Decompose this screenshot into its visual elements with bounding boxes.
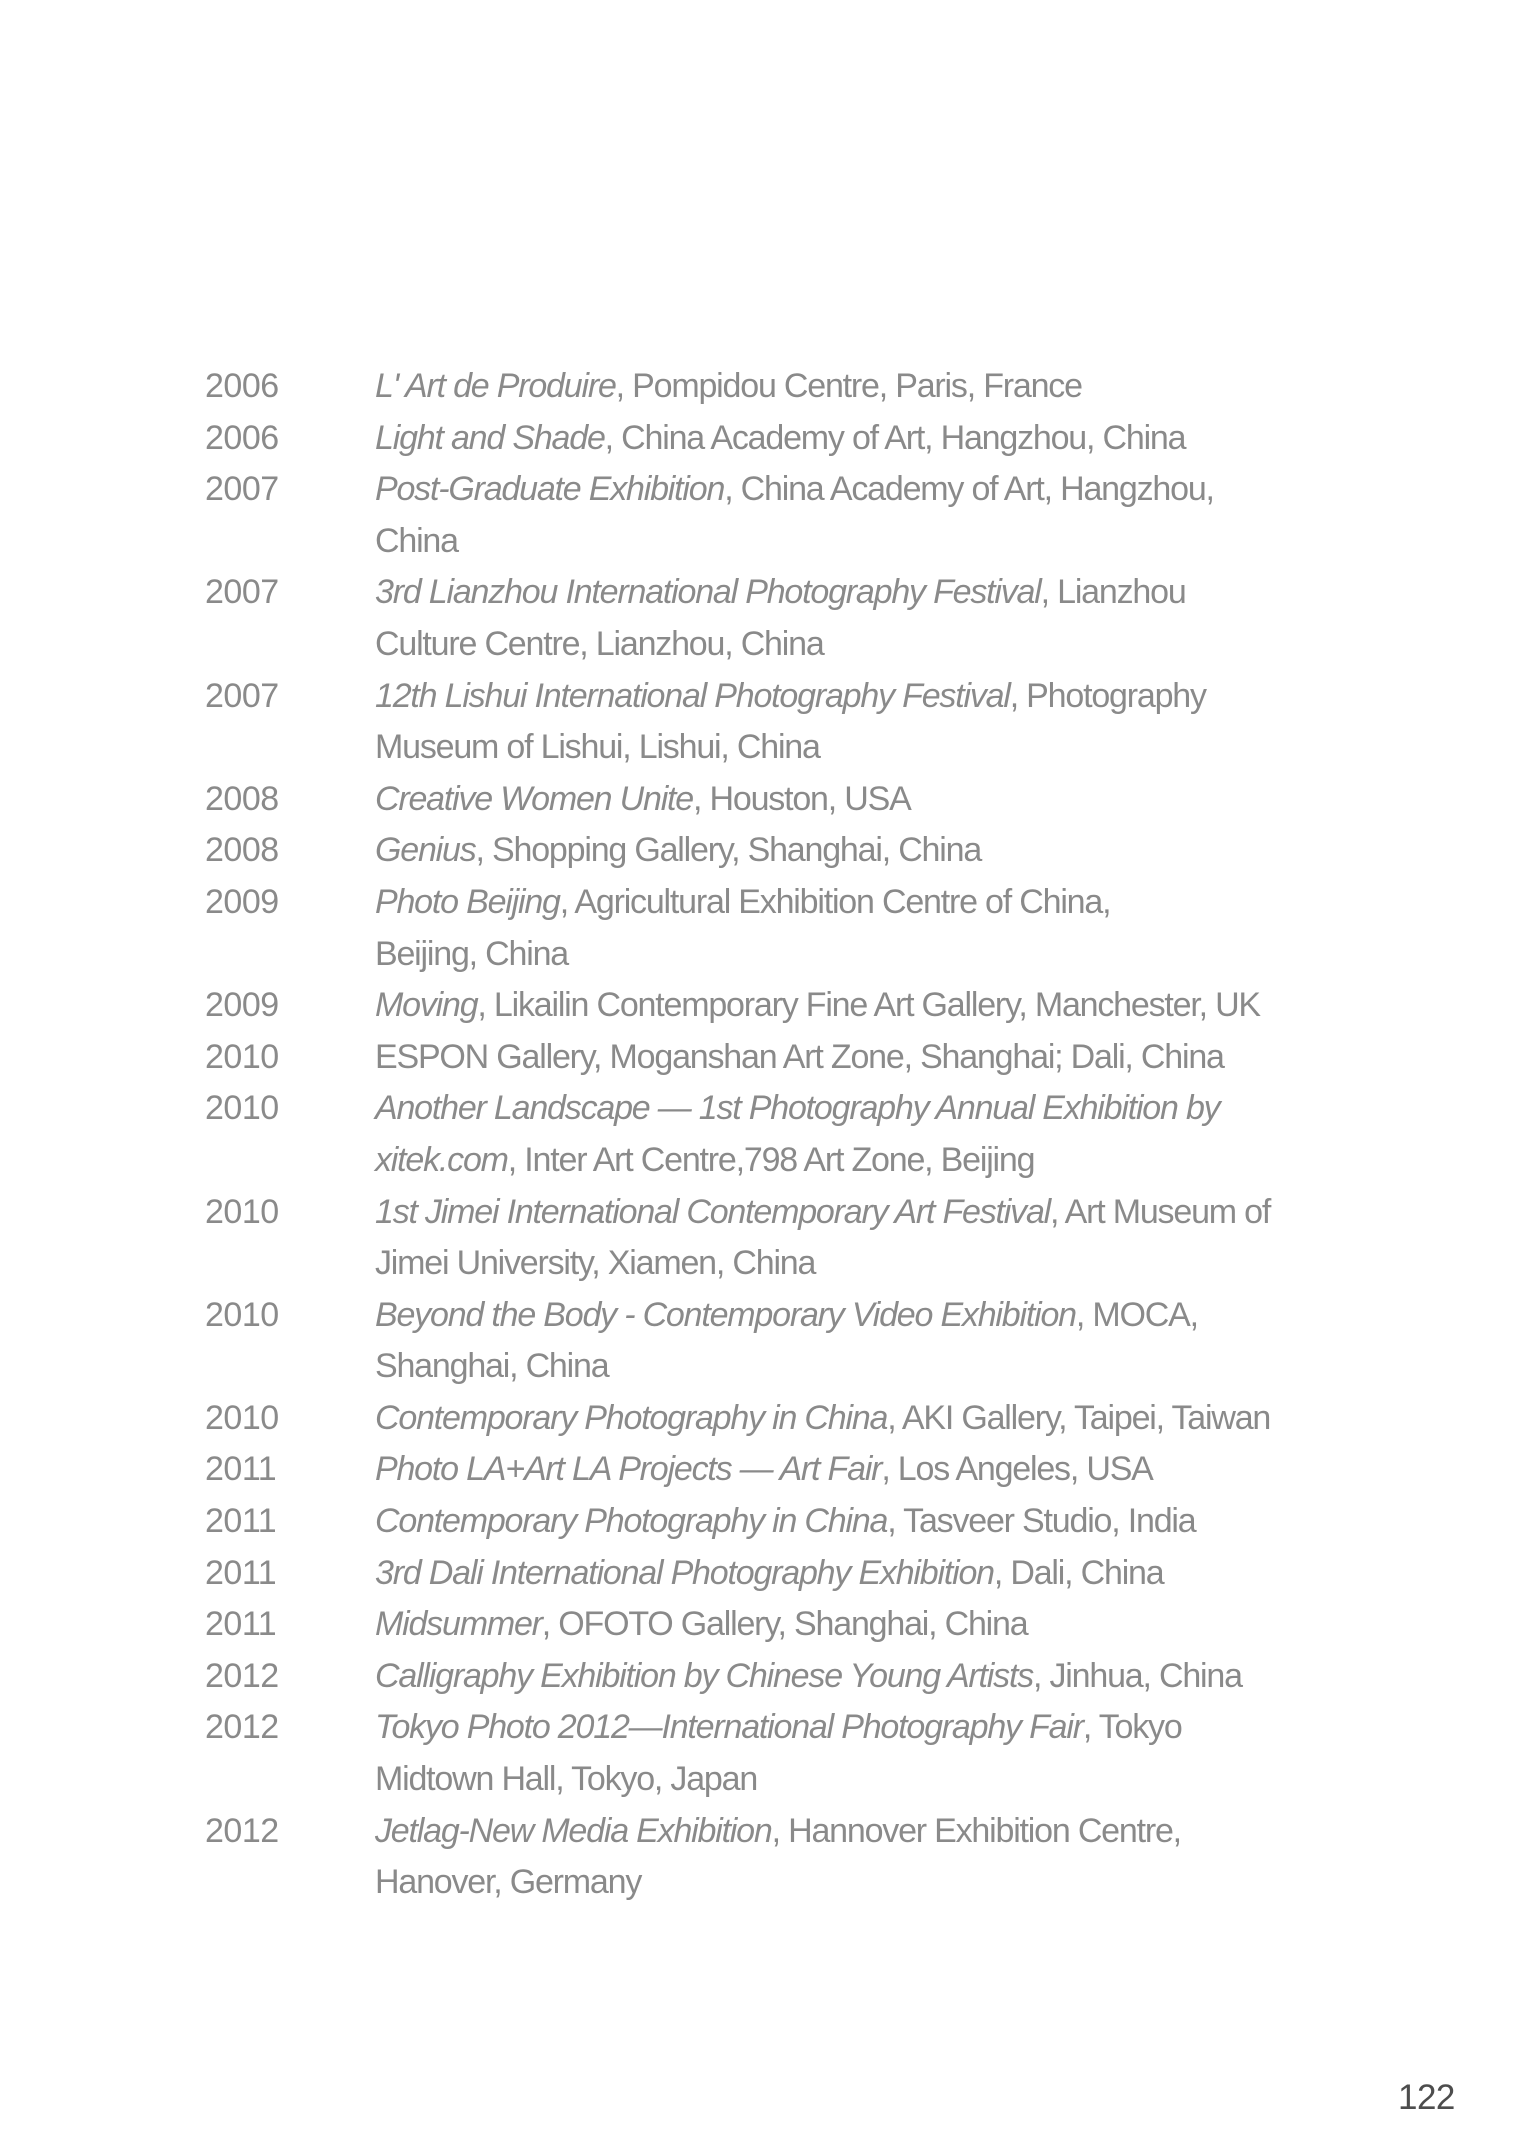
exhibition-list — [205, 361, 1385, 1909]
exhibition-entry — [205, 1083, 1385, 1186]
exhibition-entry — [205, 567, 1385, 670]
exhibition-entry — [205, 671, 1385, 774]
entry-year: 2010 — [205, 1037, 279, 1076]
entry-year: 2008 — [205, 779, 279, 818]
exhibition-entry — [205, 774, 1385, 826]
entry-lines — [375, 464, 1385, 567]
entry-line — [375, 361, 1385, 413]
entry-year: 2009 — [205, 882, 279, 921]
exhibition-entry — [205, 1548, 1385, 1600]
entry-year: 2012 — [205, 1811, 279, 1850]
exhibition-venue: Shanghai, China — [375, 1347, 609, 1386]
entry-line — [375, 929, 1385, 981]
exhibition-title: Another Landscape — 1st Photography Annual Exhibition by — [375, 1089, 1220, 1128]
exhibition-venue: , China Academy of Art, Hangzhou, — [724, 470, 1214, 509]
exhibition-title: Genius — [375, 831, 476, 870]
exhibition-title: Contemporary Photography in China — [375, 1398, 888, 1437]
exhibition-venue: , Tasveer Studio, India — [887, 1502, 1196, 1541]
entry-year: 2011 — [205, 1605, 277, 1644]
exhibition-title: 12th Lishui International Photography Festival — [375, 676, 1010, 715]
exhibition-title: Calligraphy Exhibition by Chinese Young Artists — [375, 1656, 1033, 1695]
entry-lines — [375, 1496, 1385, 1548]
entry-line — [375, 1187, 1385, 1239]
exhibition-venue: Midtown Hall, Tokyo, Japan — [375, 1760, 758, 1799]
entry-year: 2010 — [205, 1192, 279, 1231]
entry-year: 2010 — [205, 1398, 279, 1437]
exhibition-title: Midsummer — [375, 1605, 542, 1644]
exhibition-venue: , Photography — [1009, 676, 1206, 715]
entry-line — [375, 1754, 1385, 1806]
entry-line — [375, 464, 1385, 516]
entry-line — [375, 877, 1385, 929]
exhibition-venue: , Lianzhou — [1040, 573, 1186, 612]
exhibition-entry — [205, 464, 1385, 567]
exhibition-title: Photo Beijing — [375, 882, 560, 921]
entry-line — [375, 825, 1385, 877]
entry-line — [375, 413, 1385, 465]
entry-lines — [375, 774, 1385, 826]
exhibition-venue: Culture Centre, Lianzhou, China — [375, 624, 824, 663]
exhibition-entry — [205, 825, 1385, 877]
exhibition-venue: , Dali, China — [993, 1553, 1164, 1592]
exhibition-entry — [205, 413, 1385, 465]
entry-line — [375, 1651, 1385, 1703]
exhibition-entry — [205, 1599, 1385, 1651]
entry-line — [375, 1496, 1385, 1548]
entry-lines — [375, 1444, 1385, 1496]
exhibition-entry — [205, 1393, 1385, 1445]
exhibition-venue: Hanover, Germany — [375, 1863, 642, 1902]
entry-lines — [375, 671, 1385, 774]
entry-line — [375, 1857, 1385, 1909]
exhibition-venue: , OFOTO Gallery, Shanghai, China — [541, 1605, 1028, 1644]
exhibition-venue: , Jinhua, China — [1033, 1656, 1242, 1695]
entry-line — [375, 980, 1385, 1032]
exhibition-entry — [205, 361, 1385, 413]
entry-year: 2006 — [205, 367, 279, 405]
exhibition-venue: Jimei University, Xiamen, China — [375, 1244, 816, 1283]
exhibition-title: Photo LA+Art LA Projects — Art Fair — [375, 1450, 882, 1489]
entry-line — [375, 1444, 1385, 1496]
exhibition-entry — [205, 1702, 1385, 1805]
entry-line — [375, 1032, 1385, 1084]
exhibition-venue: , Hannover Exhibition Centre, — [771, 1811, 1181, 1850]
entry-year: 2007 — [205, 573, 279, 612]
entry-lines — [375, 825, 1385, 877]
entry-line — [375, 567, 1385, 619]
exhibition-venue: , MOCA, — [1075, 1295, 1198, 1334]
entry-year: 2012 — [205, 1656, 279, 1695]
entry-lines — [375, 361, 1385, 413]
entry-line — [375, 1083, 1385, 1135]
exhibition-venue: , Agricultural Exhibition Centre of China, — [559, 882, 1111, 921]
entry-line — [375, 774, 1385, 826]
exhibition-entry — [205, 1496, 1385, 1548]
exhibition-entry — [205, 1032, 1385, 1084]
exhibition-title: Light and Shade — [375, 418, 605, 457]
exhibition-venue: , Los Angeles, USA — [881, 1450, 1153, 1489]
entry-year: 2009 — [205, 986, 279, 1025]
entry-line — [375, 516, 1385, 568]
entry-lines — [375, 1032, 1385, 1084]
entry-line — [375, 722, 1385, 774]
exhibition-title: Contemporary Photography in China — [375, 1502, 888, 1541]
entry-lines — [375, 1393, 1385, 1445]
exhibition-title: Post-Graduate Exhibition — [375, 470, 725, 509]
exhibition-title: L' Art de Produire — [375, 367, 616, 405]
entry-year: 2008 — [205, 831, 279, 870]
exhibition-entry — [205, 1290, 1385, 1393]
entry-line — [375, 1599, 1385, 1651]
exhibition-entry — [205, 1187, 1385, 1290]
exhibition-title: Moving — [375, 986, 478, 1025]
exhibition-venue: , China Academy of Art, Hangzhou, China — [604, 418, 1186, 457]
exhibition-venue: , Tokyo — [1082, 1708, 1182, 1747]
entry-lines — [375, 1599, 1385, 1651]
entry-line — [375, 1290, 1385, 1342]
exhibition-venue: , AKI Gallery, Taipei, Taiwan — [887, 1398, 1271, 1437]
entry-line — [375, 1702, 1385, 1754]
entry-lines — [375, 567, 1385, 670]
entry-year: 2011 — [205, 1450, 277, 1489]
exhibition-title: Beyond the Body - Contemporary Video Exhibition — [375, 1295, 1076, 1334]
entry-lines — [375, 980, 1385, 1032]
entry-line — [375, 1806, 1385, 1858]
entry-line — [375, 1393, 1385, 1445]
exhibition-venue: , Pompidou Centre, Paris, France — [615, 367, 1082, 405]
exhibition-entry — [205, 1806, 1385, 1909]
entry-lines — [375, 1187, 1385, 1290]
exhibition-entry — [205, 1651, 1385, 1703]
exhibition-venue: Museum of Lishui, Lishui, China — [375, 728, 820, 767]
exhibition-venue: , Inter Art Centre,798 Art Zone, Beijing — [507, 1140, 1035, 1179]
entry-lines — [375, 1806, 1385, 1909]
exhibition-title: 3rd Lianzhou International Photography Festival — [375, 573, 1041, 612]
entry-year: 2011 — [205, 1502, 277, 1541]
entry-line — [375, 619, 1385, 671]
entry-year: 2012 — [205, 1708, 279, 1747]
entry-lines — [375, 1290, 1385, 1393]
entry-line — [375, 1238, 1385, 1290]
entry-line — [375, 671, 1385, 723]
exhibition-venue: , Shopping Gallery, Shanghai, China — [475, 831, 982, 870]
entry-line — [375, 1135, 1385, 1187]
exhibition-title: xitek.com — [375, 1140, 508, 1179]
exhibition-entry — [205, 877, 1385, 980]
entry-year: 2007 — [205, 470, 279, 509]
exhibition-venue: China — [375, 521, 458, 560]
entry-lines — [375, 1548, 1385, 1600]
entry-lines — [375, 1702, 1385, 1805]
entry-line — [375, 1548, 1385, 1600]
entry-year: 2006 — [205, 418, 279, 457]
exhibition-title: Creative Women Unite — [375, 779, 694, 818]
exhibition-title: 3rd Dali International Photography Exhibition — [375, 1553, 994, 1592]
entry-year: 2011 — [205, 1553, 277, 1592]
exhibition-entry — [205, 980, 1385, 1032]
entry-year: 2010 — [205, 1295, 279, 1334]
entry-lines — [375, 1083, 1385, 1186]
entry-line — [375, 1341, 1385, 1393]
exhibition-title: 1st Jimei International Contemporary Art Festival — [375, 1192, 1051, 1231]
exhibition-venue: , Houston, USA — [693, 779, 911, 818]
entry-lines — [375, 413, 1385, 465]
entry-lines — [375, 877, 1385, 980]
exhibition-venue: , Likailin Contemporary Fine Art Gallery, Manchester, UK — [477, 986, 1260, 1025]
exhibition-venue: ESPON Gallery, Moganshan Art Zone, Shanghai; Dali, China — [375, 1037, 1224, 1076]
exhibition-title: Jetlag-New Media Exhibition — [375, 1811, 772, 1850]
entry-lines — [375, 1651, 1385, 1703]
entry-year: 2010 — [205, 1089, 279, 1128]
page-number: 122 — [1398, 2078, 1455, 2117]
exhibition-title: Tokyo Photo 2012—International Photography Fair — [375, 1708, 1083, 1747]
exhibition-venue: Beijing, China — [375, 934, 568, 973]
exhibition-entry — [205, 1444, 1385, 1496]
entry-year: 2007 — [205, 676, 279, 715]
exhibition-venue: , Art Museum of — [1050, 1192, 1271, 1231]
